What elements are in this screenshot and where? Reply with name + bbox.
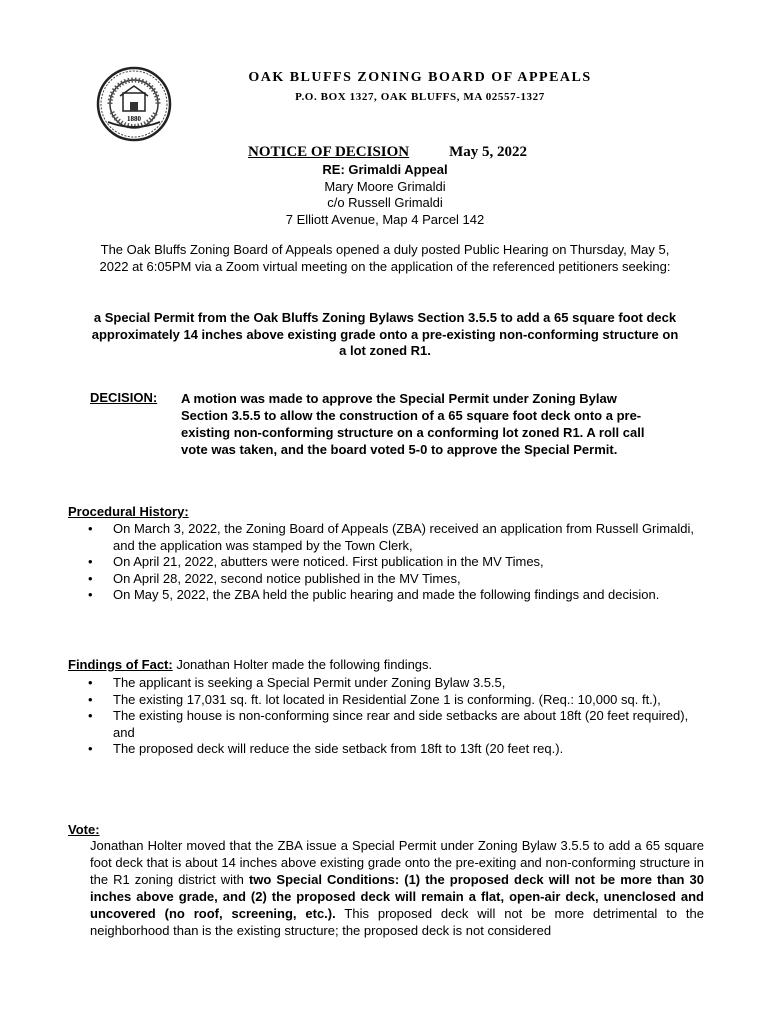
bullet-icon: • bbox=[88, 708, 93, 723]
bullet-icon: • bbox=[88, 554, 93, 569]
letterhead bbox=[200, 70, 640, 103]
list-item: • The proposed deck will reduce the side setback from 18ft to 13ft (20 feet req.). bbox=[88, 741, 564, 756]
bullet-icon: • bbox=[88, 570, 93, 586]
re-block bbox=[185, 162, 585, 228]
list-item: • The existing house is non-conforming since rear and side setbacks are about 18ft (20 feet required), and bbox=[88, 708, 689, 740]
list-item: • On April 28, 2022, second notice published in the MV Times, bbox=[88, 570, 461, 586]
decision-label: DECISION: bbox=[90, 390, 158, 405]
re-care-of: c/o Russell Grimaldi bbox=[327, 195, 443, 210]
list-item: • The existing 17,031 sq. ft. lot located in Residential Zone 1 is conforming. (Req.: 10,000 sq. ft.), bbox=[88, 691, 661, 707]
bullet-icon: • bbox=[88, 587, 93, 602]
notice-title: NOTICE OF DECISION bbox=[248, 144, 410, 160]
board-address: P.O. BOX 1327, OAK BLUFFS, MA 02557-1327 bbox=[295, 91, 545, 103]
re-property: 7 Elliott Avenue, Map 4 Parcel 142 bbox=[285, 211, 485, 227]
decision-text: A motion was made to approve the Special Permit under Zoning Bylaw Section 3.5.5 to allow the construction of a 65 square foot deck onto a pre-existing non-conforming structure on a conforming lot zoned R1. A roll call vote was taken, and the board voted 5-0 to approve the Special Permit. bbox=[181, 391, 645, 457]
vote-title: Vote: bbox=[68, 822, 100, 837]
bullet-icon: • bbox=[88, 691, 93, 707]
findings-title: Findings of Fact: bbox=[68, 657, 173, 672]
list-item: • On April 21, 2022, abutters were noticed. First publication in the MV Times, bbox=[88, 554, 544, 569]
procedural-history-title: Procedural History: bbox=[68, 504, 189, 519]
procedural-history-list bbox=[68, 521, 708, 604]
hearing-intro: The Oak Bluffs Zoning Board of Appeals opened a duly posted Public Hearing on Thursday, May 5, 2022 at 6:05PM via a Zoom virtual meeting on the application of the referenced petitioners seeking: bbox=[99, 242, 671, 274]
special-conditions: two Special Conditions: (1) the proposed deck will not be more than 30 inches above grade, and (2) the proposed deck will remain a flat, open-air deck, unenclosed and uncovered (no roof, screening, etc.). bbox=[90, 872, 705, 921]
notice-heading bbox=[248, 144, 527, 161]
procedural-history-section bbox=[68, 504, 708, 604]
list-item: • The applicant is seeking a Special Permit under Zoning Bylaw 3.5.5, bbox=[88, 675, 506, 690]
re-heading: RE: Grimaldi Appeal bbox=[322, 162, 448, 177]
bullet-icon: • bbox=[88, 741, 93, 756]
list-item: • On May 5, 2022, the ZBA held the public hearing and made the following findings and decision. bbox=[88, 587, 660, 602]
notice-date: May 5, 2022 bbox=[449, 144, 528, 160]
list-item: • On March 3, 2022, the Zoning Board of Appeals (ZBA) received an application from Russell Grimaldi, and the application was stamped by the Town Clerk, bbox=[88, 521, 694, 553]
bullet-icon: • bbox=[88, 675, 93, 690]
vote-text: Jonathan Holter moved that the ZBA issue a Special Permit under Zoning Bylaw 3.5.5 to add a 65 square foot deck that is about 14 inches above existing grade onto the pre-exiting and non-conforming structure in the R1 zoning district with two Special Conditions: (1) the proposed deck will not be more than 30 inches above grade, and (2) the proposed deck will remain a flat, open-air deck, unenclosed and uncovered (no roof, screening, etc.). This proposed deck will not be more detrimental to the neighborhood than is the existing structure; the proposed deck is not considered bbox=[90, 838, 705, 938]
bullet-icon: • bbox=[88, 521, 93, 536]
seal-year: 1880 bbox=[127, 115, 141, 123]
vote-section bbox=[68, 822, 704, 939]
findings-section bbox=[68, 656, 708, 758]
findings-list bbox=[68, 675, 708, 758]
board-name: OAK BLUFFS ZONING BOARD OF APPEALS bbox=[248, 70, 592, 85]
town-seal-icon bbox=[96, 66, 172, 142]
findings-intro: Jonathan Holter made the following findings. bbox=[172, 657, 433, 672]
special-permit-request: a Special Permit from the Oak Bluffs Zoning Bylaws Section 3.5.5 to add a 65 square foot deck approximately 14 inches above existing grade onto a pre-existing non-conforming structure on a lot zoned R1. bbox=[91, 310, 679, 358]
re-petitioner: Mary Moore Grimaldi bbox=[324, 178, 446, 194]
